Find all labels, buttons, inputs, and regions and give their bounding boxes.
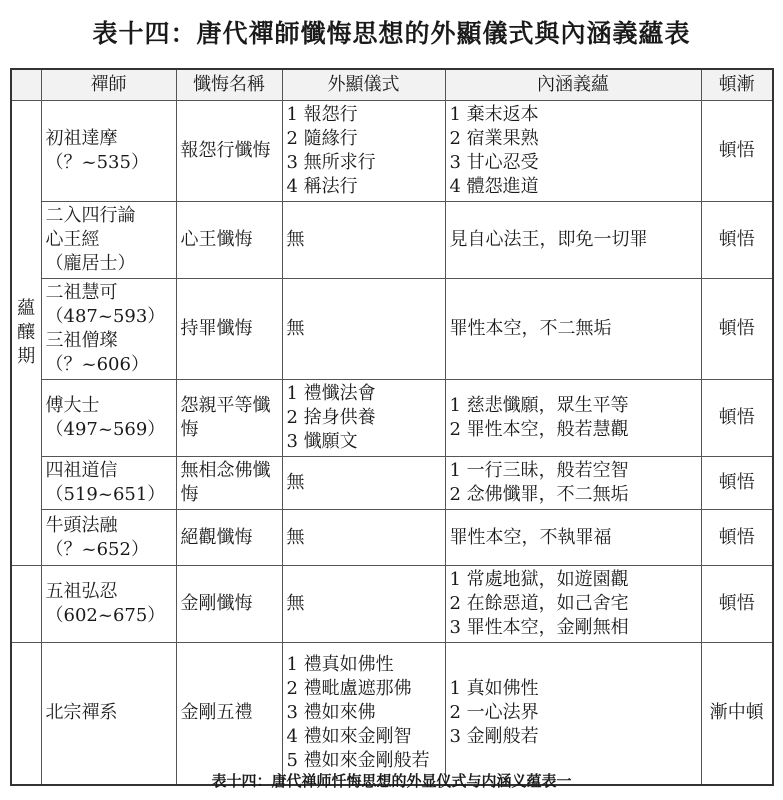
master-cell-line: （龐居士）	[45, 253, 136, 274]
master-cell-line: 心王經	[45, 229, 100, 250]
repentance-name-cell: 金剛懺悔	[176, 566, 282, 643]
master-cell-line: （519~651）	[45, 484, 166, 505]
ritual-cell	[282, 202, 445, 279]
meaning-cell-line: 1 一行三昧，般若空智	[449, 460, 629, 481]
master-cell-line: （？~606）	[45, 354, 149, 375]
master-cell	[41, 202, 176, 279]
meaning-cell	[445, 566, 701, 643]
header-row	[11, 69, 773, 101]
master-cell	[41, 566, 176, 643]
ritual-cell-line: 3 懺願文	[286, 431, 358, 452]
repentance-name-cell: 持罪懺悔	[176, 279, 282, 380]
meaning-cell-line: 1 常處地獄，如遊園觀	[449, 569, 629, 590]
header-master: 禪師	[41, 69, 176, 101]
ritual-cell-line: 1 禮懺法會	[286, 383, 376, 404]
meaning-cell-line: 罪性本空，不二無垢	[449, 318, 612, 339]
ritual-cell-line: 4 稱法行	[286, 176, 358, 197]
table-row	[11, 510, 773, 566]
ritual-cell	[282, 279, 445, 380]
meaning-cell	[445, 457, 701, 510]
master-cell-line: （487~593）	[45, 306, 166, 327]
header-ritual: 外顯儀式	[282, 69, 445, 101]
type-cell: 頓悟	[701, 510, 773, 566]
meaning-cell	[445, 643, 701, 785]
ritual-cell-line: 4 禮如來金剛智	[286, 726, 412, 748]
ritual-cell	[282, 643, 445, 785]
table-row	[11, 101, 773, 202]
ritual-cell	[282, 101, 445, 202]
table-row	[11, 457, 773, 510]
master-cell-line: 牛頭法融	[45, 514, 118, 536]
meaning-cell-line: 見自心法王，即免一切罪	[449, 229, 648, 250]
meaning-cell-line: 3 罪性本空，金剛無相	[449, 617, 629, 638]
master-cell-line: 三祖僧璨	[45, 330, 118, 351]
ritual-cell-line: 無	[286, 526, 305, 548]
ritual-cell-line: 2 禮毗盧遮那佛	[286, 678, 412, 700]
master-cell-line: 五祖弘忍	[45, 581, 118, 602]
master-cell-line: 二入四行論	[45, 205, 136, 226]
type-cell: 頓悟	[701, 380, 773, 457]
master-cell-line: 北宗禪系	[45, 702, 118, 724]
master-cell	[41, 643, 176, 785]
table-title: 表十四：唐代禪師懺悔思想的外顯儀式與內涵義蘊表	[92, 19, 691, 48]
repentance-name-cell: 報怨行懺悔	[176, 101, 282, 202]
table-row	[11, 202, 773, 279]
meaning-cell-line: 2 念佛懺罪，不二無垢	[449, 484, 629, 505]
ritual-cell	[282, 457, 445, 510]
master-cell-line: （497~569）	[45, 419, 166, 440]
meaning-cell	[445, 101, 701, 202]
meaning-cell-line: 1 慈悲懺願，眾生平等	[449, 395, 629, 416]
repentance-name-cell: 絕觀懺悔	[176, 510, 282, 566]
master-cell-line: 四祖道信	[45, 460, 118, 481]
meaning-cell	[445, 279, 701, 380]
meaning-cell	[445, 202, 701, 279]
repentance-name-cell: 怨親平等懺悔	[176, 380, 282, 457]
header-meaning: 內涵義蘊	[445, 69, 701, 101]
ritual-cell	[282, 566, 445, 643]
ritual-cell-line: 無	[286, 318, 305, 339]
repentance-name-cell: 心王懺悔	[176, 202, 282, 279]
header-repentance-name: 懺悔名稱	[176, 69, 282, 101]
table-row	[11, 279, 773, 380]
table-row	[11, 643, 773, 785]
meaning-cell	[445, 510, 701, 566]
master-cell	[41, 510, 176, 566]
type-cell: 頓悟	[701, 279, 773, 380]
master-cell-line: （？~652）	[45, 538, 149, 560]
repentance-name-cell: 無相念佛懺悔	[176, 457, 282, 510]
meaning-cell-line: 2 宿業果熟	[449, 128, 539, 149]
meaning-cell-line: 3 甘心忍受	[449, 152, 539, 173]
ritual-cell	[282, 380, 445, 457]
type-cell: 頓悟	[701, 202, 773, 279]
meaning-cell-line: 4 體怨進道	[449, 176, 539, 197]
master-cell-line: 二祖慧可	[45, 282, 118, 303]
master-cell	[41, 380, 176, 457]
ritual-cell-line: 2 隨緣行	[286, 128, 358, 149]
type-cell: 頓悟	[701, 101, 773, 202]
ritual-cell	[282, 510, 445, 566]
ritual-cell-line: 無	[286, 472, 305, 493]
repentance-name-cell: 金剛五禮	[176, 643, 282, 785]
meaning-cell-line: 3 金剛般若	[449, 726, 539, 748]
master-cell-line: 初祖達摩	[45, 128, 118, 149]
ritual-cell-line: 3 無所求行	[286, 152, 376, 173]
ritual-cell-line: 無	[286, 229, 305, 250]
table-caption: 表十四：唐代禅师忏悔思想的外显仪式与内涵义蕴表一	[211, 772, 572, 790]
master-cell-line: （？~535）	[45, 152, 149, 173]
header-type: 頓漸	[701, 69, 773, 101]
meaning-cell-line: 1 棄末返本	[449, 104, 539, 125]
type-cell: 頓悟	[701, 566, 773, 643]
ritual-cell-line: 1 報怨行	[286, 104, 358, 125]
period-cell-empty	[11, 643, 41, 785]
ritual-cell-line: 無	[286, 593, 305, 614]
type-cell: 漸中頓	[701, 643, 773, 785]
header-period	[11, 69, 41, 101]
period-cell-empty	[11, 566, 41, 643]
type-cell: 頓悟	[701, 457, 773, 510]
meaning-cell	[445, 380, 701, 457]
meaning-cell-line: 2 罪性本空，般若慧觀	[449, 419, 629, 440]
master-cell	[41, 101, 176, 202]
repentance-table	[10, 68, 774, 786]
master-cell-line: 傅大士	[45, 395, 100, 416]
ritual-cell-line: 5 禮如來金剛般若	[286, 750, 430, 772]
ritual-cell-line: 2 捨身供養	[286, 407, 376, 428]
meaning-cell-line: 2 一心法界	[449, 702, 539, 724]
meaning-cell-line: 1 真如佛性	[449, 678, 539, 700]
period-cell: 蘊 釀 期	[11, 101, 41, 566]
table-row	[11, 380, 773, 457]
table-row	[11, 566, 773, 643]
ritual-cell-line: 1 禮真如佛性	[286, 654, 394, 676]
master-cell	[41, 457, 176, 510]
master-cell-line: （602~675）	[45, 605, 166, 626]
meaning-cell-line: 罪性本空，不執罪福	[449, 526, 612, 548]
meaning-cell-line: 2 在餘惡道，如己舍宅	[449, 593, 629, 614]
ritual-cell-line: 3 禮如來佛	[286, 702, 376, 724]
master-cell	[41, 279, 176, 380]
